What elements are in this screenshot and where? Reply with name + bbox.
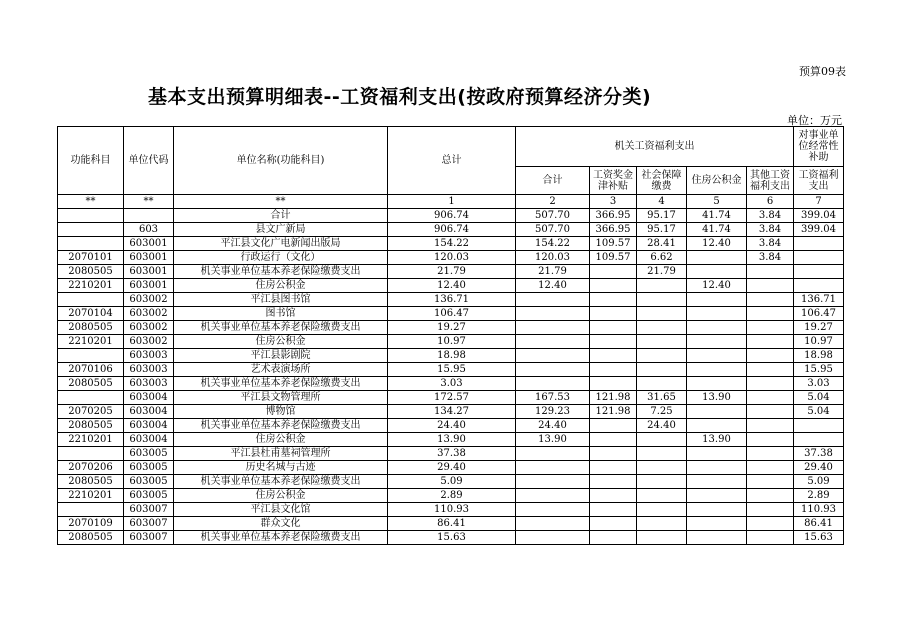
salary-cell [590, 419, 637, 433]
inst-cell: 110.93 [794, 503, 844, 517]
housing-cell [687, 447, 747, 461]
other-cell [747, 447, 794, 461]
header-group-inst: 对事业单位经常性补助 [794, 127, 844, 167]
func-code-cell: 2210201 [58, 489, 124, 503]
inst-cell: 15.95 [794, 363, 844, 377]
org-total-cell [516, 349, 590, 363]
org-total-cell [516, 293, 590, 307]
other-cell [747, 475, 794, 489]
table-row [58, 363, 844, 377]
other-cell [747, 461, 794, 475]
housing-cell [687, 363, 747, 377]
org-total-cell [516, 531, 590, 545]
func-code-cell: 2070109 [58, 517, 124, 531]
housing-cell [687, 377, 747, 391]
table-row [58, 293, 844, 307]
table-row [58, 377, 844, 391]
social-cell [637, 307, 687, 321]
social-cell [637, 517, 687, 531]
unit-code-cell: 603004 [124, 391, 174, 405]
housing-cell [687, 405, 747, 419]
total-cell: 37.38 [388, 447, 516, 461]
table-row [58, 335, 844, 349]
salary-cell [590, 293, 637, 307]
org-total-cell: 154.22 [516, 237, 590, 251]
other-cell: 3.84 [747, 251, 794, 265]
inst-cell: 399.04 [794, 209, 844, 223]
other-cell: 3.84 [747, 209, 794, 223]
total-cell: 110.93 [388, 503, 516, 517]
inst-cell: 136.71 [794, 293, 844, 307]
unit-name-cell: 住房公积金 [174, 279, 388, 293]
unit-code-cell: 603007 [124, 531, 174, 545]
housing-cell [687, 475, 747, 489]
func-code-cell: 2070101 [58, 251, 124, 265]
org-total-cell [516, 307, 590, 321]
unit-name-cell: 图书馆 [174, 307, 388, 321]
inst-cell: 2.89 [794, 489, 844, 503]
total-cell: 24.40 [388, 419, 516, 433]
inst-cell: 10.97 [794, 335, 844, 349]
unit-code-cell [124, 209, 174, 223]
func-code-cell [58, 237, 124, 251]
header-group-org: 机关工资福利支出 [516, 127, 794, 167]
inst-cell [794, 265, 844, 279]
housing-cell [687, 321, 747, 335]
salary-cell [590, 279, 637, 293]
unit-code-cell: 603007 [124, 517, 174, 531]
unit-name-cell: 平江县图书馆 [174, 293, 388, 307]
other-cell [747, 503, 794, 517]
housing-cell [687, 307, 747, 321]
inst-cell: 106.47 [794, 307, 844, 321]
org-total-cell: 129.23 [516, 405, 590, 419]
social-cell [637, 335, 687, 349]
unit-code-cell: 603 [124, 223, 174, 237]
org-total-cell: 167.53 [516, 391, 590, 405]
table-body [58, 209, 844, 545]
social-cell [637, 461, 687, 475]
header-sub-total: 合计 [516, 167, 590, 195]
func-code-cell: 2210201 [58, 279, 124, 293]
other-cell [747, 433, 794, 447]
org-total-cell [516, 363, 590, 377]
social-cell: 7.25 [637, 405, 687, 419]
unit-name-cell: 县文广新局 [174, 223, 388, 237]
table-row [58, 419, 844, 433]
salary-cell: 366.95 [590, 209, 637, 223]
total-cell: 906.74 [388, 223, 516, 237]
func-code-cell: 2080505 [58, 377, 124, 391]
total-cell: 154.22 [388, 237, 516, 251]
index-cell: 3 [590, 195, 637, 209]
unit-name-cell: 机关事业单位基本养老保险缴费支出 [174, 265, 388, 279]
unit-name-cell: 博物馆 [174, 405, 388, 419]
unit-code-cell: 603001 [124, 279, 174, 293]
table-row [58, 405, 844, 419]
other-cell [747, 363, 794, 377]
housing-cell: 41.74 [687, 209, 747, 223]
housing-cell: 12.40 [687, 237, 747, 251]
unit-code-cell: 603004 [124, 433, 174, 447]
housing-cell [687, 419, 747, 433]
table-row [58, 391, 844, 405]
salary-cell [590, 461, 637, 475]
index-cell: ** [58, 195, 124, 209]
unit-name-cell: 群众文化 [174, 517, 388, 531]
table-row [58, 279, 844, 293]
total-cell: 2.89 [388, 489, 516, 503]
inst-cell: 399.04 [794, 223, 844, 237]
salary-cell [590, 489, 637, 503]
org-total-cell [516, 321, 590, 335]
header-sub-salary: 工资奖金津补贴 [590, 167, 637, 195]
index-cell: 5 [687, 195, 747, 209]
unit-name-cell: 艺术表演场所 [174, 363, 388, 377]
index-cell: ** [174, 195, 388, 209]
org-total-cell [516, 447, 590, 461]
page-title: 基本支出预算明细表--工资福利支出(按政府预算经济分类) [148, 86, 652, 108]
total-cell: 29.40 [388, 461, 516, 475]
other-cell [747, 419, 794, 433]
func-code-cell: 2080505 [58, 265, 124, 279]
total-cell: 15.95 [388, 363, 516, 377]
inst-cell [794, 251, 844, 265]
other-cell [747, 265, 794, 279]
total-cell: 15.63 [388, 531, 516, 545]
unit-name-cell: 机关事业单位基本养老保险缴费支出 [174, 321, 388, 335]
table-row [58, 503, 844, 517]
total-cell: 19.27 [388, 321, 516, 335]
table-row [58, 307, 844, 321]
inst-cell: 37.38 [794, 447, 844, 461]
housing-cell: 12.40 [687, 279, 747, 293]
index-cell: 6 [747, 195, 794, 209]
table-row [58, 531, 844, 545]
salary-cell [590, 321, 637, 335]
org-total-cell: 120.03 [516, 251, 590, 265]
housing-cell: 13.90 [687, 433, 747, 447]
func-code-cell: 2070106 [58, 363, 124, 377]
total-cell: 86.41 [388, 517, 516, 531]
salary-cell [590, 349, 637, 363]
org-total-cell [516, 503, 590, 517]
org-total-cell: 21.79 [516, 265, 590, 279]
salary-cell [590, 531, 637, 545]
header-sub-other: 其他工资福利支出 [747, 167, 794, 195]
other-cell: 3.84 [747, 237, 794, 251]
unit-name-cell: 住房公积金 [174, 433, 388, 447]
inst-cell: 86.41 [794, 517, 844, 531]
unit-name-cell: 住房公积金 [174, 335, 388, 349]
inst-cell: 5.04 [794, 391, 844, 405]
housing-cell [687, 503, 747, 517]
unit-code-cell: 603007 [124, 503, 174, 517]
salary-cell [590, 265, 637, 279]
func-code-cell [58, 447, 124, 461]
total-cell: 18.98 [388, 349, 516, 363]
unit-code-cell: 603002 [124, 321, 174, 335]
budget-table [57, 126, 844, 545]
unit-code-cell: 603002 [124, 307, 174, 321]
header-unit-name: 单位名称(功能科目) [174, 127, 388, 195]
total-cell: 906.74 [388, 209, 516, 223]
org-total-cell [516, 461, 590, 475]
func-code-cell [58, 209, 124, 223]
social-cell [637, 377, 687, 391]
total-cell: 136.71 [388, 293, 516, 307]
org-total-cell [516, 335, 590, 349]
housing-cell [687, 265, 747, 279]
table-row [58, 321, 844, 335]
header-sub-inst: 工资福利支出 [794, 167, 844, 195]
index-row [58, 195, 844, 209]
index-cell: 7 [794, 195, 844, 209]
org-total-cell [516, 475, 590, 489]
housing-cell [687, 489, 747, 503]
salary-cell: 366.95 [590, 223, 637, 237]
header-unit-code: 单位代码 [124, 127, 174, 195]
org-total-cell: 507.70 [516, 223, 590, 237]
unit-code-cell: 603004 [124, 419, 174, 433]
header-total: 总计 [388, 127, 516, 195]
unit-code-cell: 603001 [124, 237, 174, 251]
social-cell [637, 531, 687, 545]
org-total-cell: 507.70 [516, 209, 590, 223]
social-cell [637, 293, 687, 307]
unit-code-cell: 603001 [124, 251, 174, 265]
table-row [58, 265, 844, 279]
social-cell [637, 433, 687, 447]
unit-name-cell: 机关事业单位基本养老保险缴费支出 [174, 475, 388, 489]
org-total-cell: 13.90 [516, 433, 590, 447]
other-cell [747, 279, 794, 293]
org-total-cell [516, 377, 590, 391]
table-row [58, 475, 844, 489]
salary-cell [590, 307, 637, 321]
inst-cell: 18.98 [794, 349, 844, 363]
unit-code-cell: 603003 [124, 377, 174, 391]
table-row [58, 447, 844, 461]
social-cell [637, 363, 687, 377]
other-cell: 3.84 [747, 223, 794, 237]
unit-name-cell: 平江县杜甫墓祠管理所 [174, 447, 388, 461]
total-cell: 21.79 [388, 265, 516, 279]
other-cell [747, 293, 794, 307]
housing-cell: 13.90 [687, 391, 747, 405]
social-cell [637, 475, 687, 489]
func-code-cell [58, 223, 124, 237]
housing-cell [687, 335, 747, 349]
func-code-cell: 2210201 [58, 335, 124, 349]
other-cell [747, 335, 794, 349]
unit-name-cell: 历史名城与古迹 [174, 461, 388, 475]
header-func-code: 功能科目 [58, 127, 124, 195]
unit-code-cell: 603004 [124, 405, 174, 419]
housing-cell [687, 293, 747, 307]
index-cell: ** [124, 195, 174, 209]
other-cell [747, 531, 794, 545]
header-sub-social: 社会保障缴费 [637, 167, 687, 195]
org-total-cell: 12.40 [516, 279, 590, 293]
unit-name-cell: 机关事业单位基本养老保险缴费支出 [174, 531, 388, 545]
social-cell: 28.41 [637, 237, 687, 251]
org-total-cell [516, 489, 590, 503]
salary-cell: 121.98 [590, 391, 637, 405]
unit-name-cell: 平江县文化馆 [174, 503, 388, 517]
table-row [58, 251, 844, 265]
table-row [58, 349, 844, 363]
housing-cell [687, 461, 747, 475]
inst-cell: 19.27 [794, 321, 844, 335]
func-code-cell: 2080505 [58, 321, 124, 335]
social-cell [637, 489, 687, 503]
total-cell: 134.27 [388, 405, 516, 419]
inst-cell: 5.09 [794, 475, 844, 489]
unit-name-cell: 机关事业单位基本养老保险缴费支出 [174, 377, 388, 391]
salary-cell [590, 447, 637, 461]
unit-label: 单位：万元 [787, 114, 842, 127]
unit-name-cell: 平江县文化广电新闻出版局 [174, 237, 388, 251]
unit-name-cell: 合计 [174, 209, 388, 223]
unit-name-cell: 行政运行（文化） [174, 251, 388, 265]
unit-code-cell: 603005 [124, 489, 174, 503]
salary-cell [590, 433, 637, 447]
index-cell: 1 [388, 195, 516, 209]
social-cell [637, 279, 687, 293]
social-cell: 31.65 [637, 391, 687, 405]
total-cell: 3.03 [388, 377, 516, 391]
unit-name-cell: 平江县影剧院 [174, 349, 388, 363]
func-code-cell [58, 503, 124, 517]
total-cell: 172.57 [388, 391, 516, 405]
unit-code-cell: 603002 [124, 335, 174, 349]
inst-cell [794, 419, 844, 433]
func-code-cell [58, 293, 124, 307]
table-row [58, 489, 844, 503]
inst-cell: 15.63 [794, 531, 844, 545]
salary-cell: 109.57 [590, 251, 637, 265]
housing-cell [687, 531, 747, 545]
salary-cell [590, 475, 637, 489]
social-cell [637, 447, 687, 461]
other-cell [747, 405, 794, 419]
total-cell: 12.40 [388, 279, 516, 293]
index-cell: 2 [516, 195, 590, 209]
unit-name-cell: 住房公积金 [174, 489, 388, 503]
social-cell: 24.40 [637, 419, 687, 433]
unit-code-cell: 603005 [124, 461, 174, 475]
header-sub-housing: 住房公积金 [687, 167, 747, 195]
total-cell: 13.90 [388, 433, 516, 447]
salary-cell: 121.98 [590, 405, 637, 419]
unit-code-cell: 603002 [124, 293, 174, 307]
social-cell: 21.79 [637, 265, 687, 279]
unit-code-cell: 603003 [124, 349, 174, 363]
func-code-cell: 2070206 [58, 461, 124, 475]
table-row [58, 517, 844, 531]
unit-code-cell: 603005 [124, 475, 174, 489]
salary-cell [590, 503, 637, 517]
inst-cell [794, 433, 844, 447]
unit-code-cell: 603003 [124, 363, 174, 377]
inst-cell [794, 279, 844, 293]
social-cell: 95.17 [637, 223, 687, 237]
total-cell: 120.03 [388, 251, 516, 265]
inst-cell: 5.04 [794, 405, 844, 419]
salary-cell [590, 363, 637, 377]
func-code-cell: 2070104 [58, 307, 124, 321]
social-cell: 6.62 [637, 251, 687, 265]
social-cell [637, 503, 687, 517]
social-cell [637, 349, 687, 363]
func-code-cell: 2210201 [58, 433, 124, 447]
salary-cell [590, 377, 637, 391]
other-cell [747, 307, 794, 321]
social-cell: 95.17 [637, 209, 687, 223]
table-row [58, 209, 844, 223]
other-cell [747, 321, 794, 335]
unit-name-cell: 平江县文物管理所 [174, 391, 388, 405]
total-cell: 5.09 [388, 475, 516, 489]
unit-code-cell: 603001 [124, 265, 174, 279]
housing-cell [687, 517, 747, 531]
table-row [58, 461, 844, 475]
housing-cell [687, 349, 747, 363]
unit-name-cell: 机关事业单位基本养老保险缴费支出 [174, 419, 388, 433]
salary-cell [590, 517, 637, 531]
housing-cell: 41.74 [687, 223, 747, 237]
salary-cell [590, 335, 637, 349]
salary-cell: 109.57 [590, 237, 637, 251]
social-cell [637, 321, 687, 335]
total-cell: 106.47 [388, 307, 516, 321]
inst-cell [794, 237, 844, 251]
func-code-cell: 2080505 [58, 475, 124, 489]
housing-cell [687, 251, 747, 265]
other-cell [747, 517, 794, 531]
form-number: 预算09表 [799, 65, 846, 78]
unit-code-cell: 603005 [124, 447, 174, 461]
func-code-cell [58, 349, 124, 363]
other-cell [747, 489, 794, 503]
index-cell: 4 [637, 195, 687, 209]
table-row [58, 223, 844, 237]
func-code-cell: 2070205 [58, 405, 124, 419]
other-cell [747, 391, 794, 405]
other-cell [747, 377, 794, 391]
func-code-cell: 2080505 [58, 419, 124, 433]
func-code-cell [58, 391, 124, 405]
table-row [58, 433, 844, 447]
org-total-cell [516, 517, 590, 531]
inst-cell: 3.03 [794, 377, 844, 391]
org-total-cell: 24.40 [516, 419, 590, 433]
table-row [58, 237, 844, 251]
total-cell: 10.97 [388, 335, 516, 349]
other-cell [747, 349, 794, 363]
inst-cell: 29.40 [794, 461, 844, 475]
func-code-cell: 2080505 [58, 531, 124, 545]
